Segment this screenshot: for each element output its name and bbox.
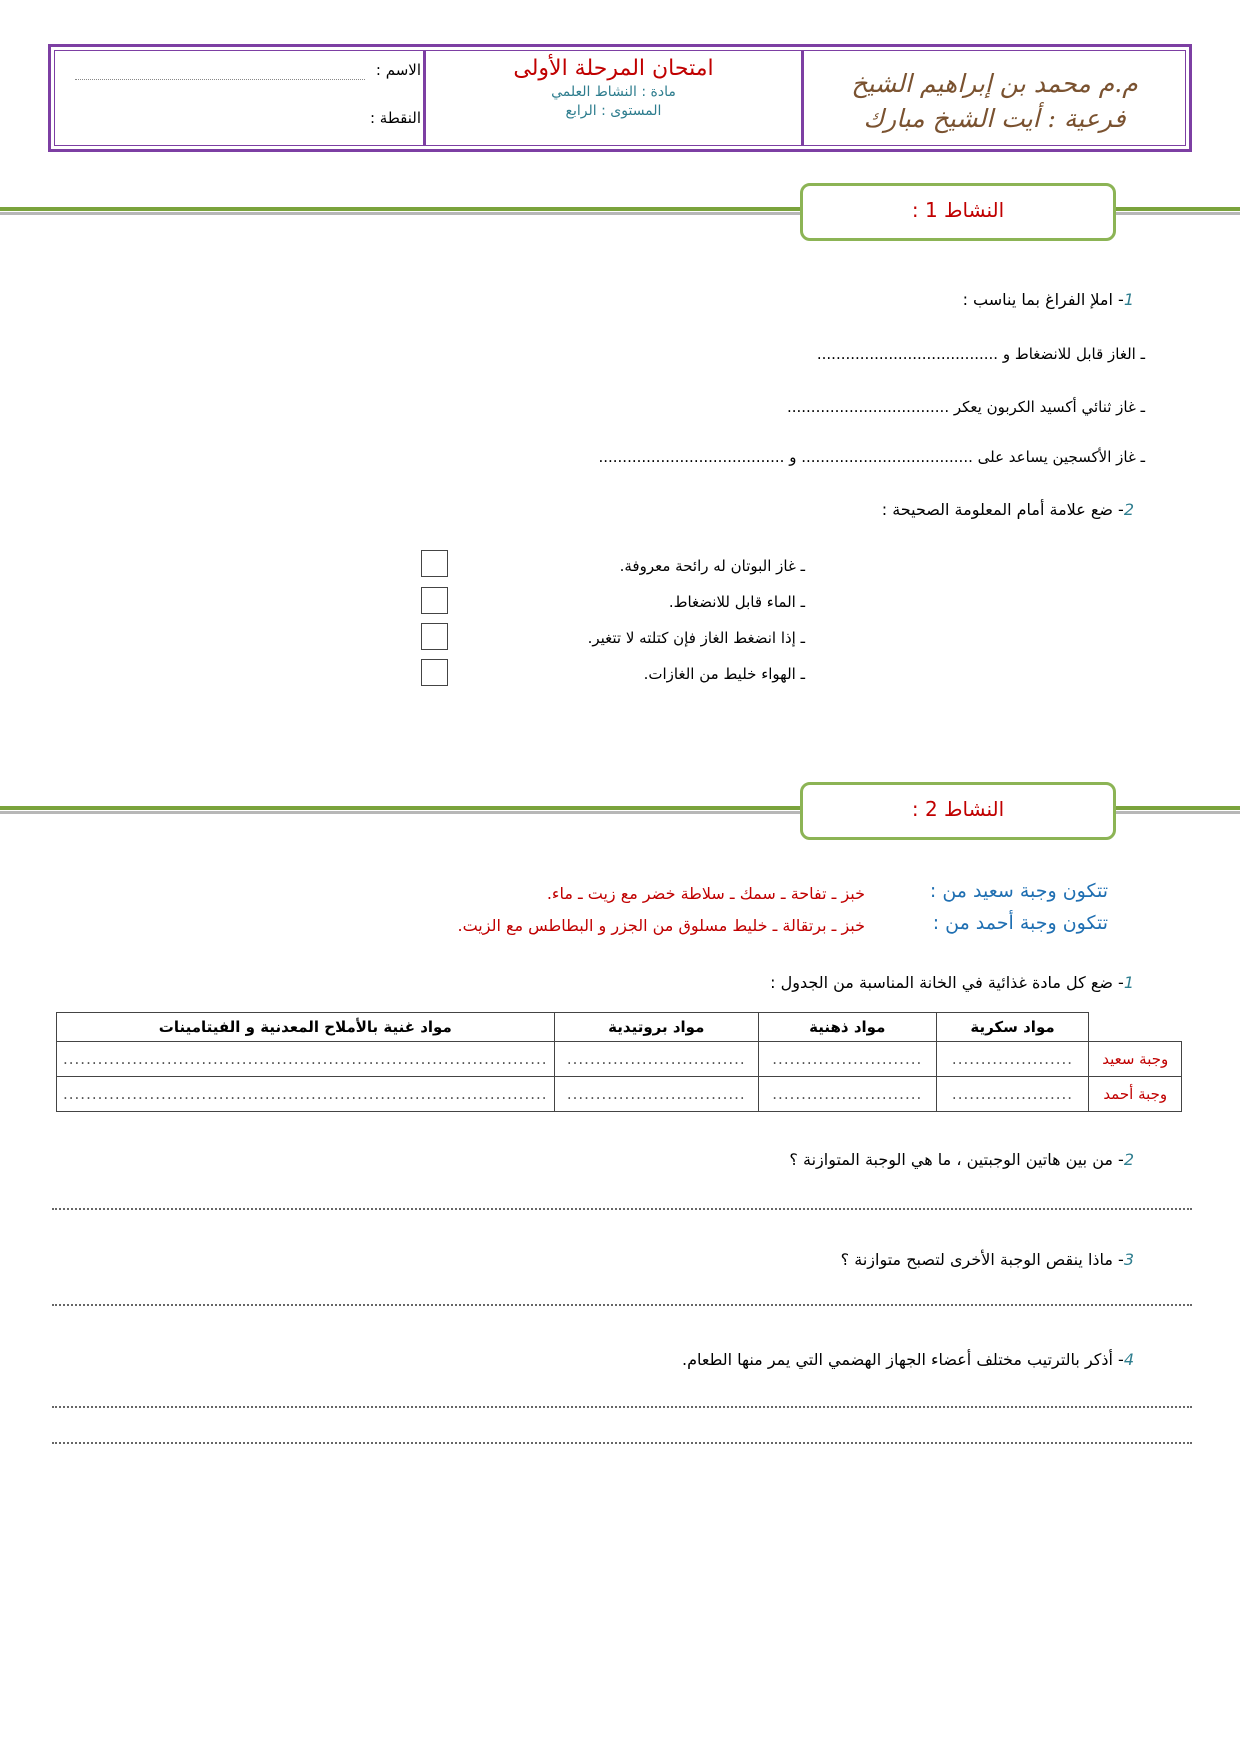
school-name: م.م محمد بن إبراهيم الشيخ — [851, 69, 1138, 98]
school-info — [804, 51, 1185, 145]
s1-q2-num: 2 — [1123, 500, 1134, 519]
student-info — [55, 51, 431, 145]
checkbox-3[interactable] — [421, 623, 448, 650]
statement-1: ـ غاز البوتان له رائحة معروفة. — [619, 557, 805, 575]
statement-2: ـ الماء قابل للانضغاط. — [668, 593, 805, 611]
table-cell[interactable]: .......................... — [759, 1077, 937, 1112]
name-field[interactable] — [75, 59, 365, 80]
row-label: وجبة أحمد — [1089, 1077, 1182, 1112]
section1-title-box — [800, 183, 1116, 241]
answer-line-q4a[interactable] — [52, 1404, 1192, 1408]
s2-q1-num: 1 — [1123, 973, 1134, 992]
section2-title-box — [800, 782, 1116, 840]
exam-title: امتحان المرحلة الأولى — [513, 56, 714, 81]
table-header-row — [57, 1013, 1182, 1042]
fill-line-1[interactable]: ـ الغاز قابل للانضغاط و ...................................... — [816, 345, 1145, 363]
table-header: مواد غنية بالأملاح المعدنية و الفيتامينات — [57, 1013, 555, 1042]
answer-line-q3[interactable] — [52, 1302, 1192, 1306]
statement-4: ـ الهواء خليط من الغازات. — [643, 665, 805, 683]
exam-info — [423, 51, 804, 145]
header-inner — [54, 50, 1186, 146]
header-box — [48, 44, 1192, 152]
table-cell[interactable]: .......................... — [759, 1042, 937, 1077]
table-header: مواد ذهنية — [759, 1013, 937, 1042]
table-row — [57, 1042, 1182, 1077]
meal1-label: تتكون وجبة سعيد من : — [929, 880, 1108, 902]
s1-q2 — [882, 500, 1134, 519]
meal1-items: خبز ـ تفاحة ـ سمك ـ سلاطة خضر مع زيت ـ ماء. — [546, 884, 865, 903]
s2-q3-num: 3 — [1123, 1250, 1134, 1269]
food-table — [56, 1012, 1182, 1112]
table-cell[interactable]: ............................... — [554, 1077, 759, 1112]
s2-q1 — [770, 973, 1134, 992]
section1-title: النشاط 1 : — [911, 198, 1005, 222]
s2-q4-text: - أذكر بالترتيب مختلف أعضاء الجهاز الهضمي التي يمر منها الطعام. — [681, 1350, 1124, 1369]
s1-q1-text: - املإ الفراغ بما يناسب : — [962, 290, 1124, 309]
meal2-label: تتكون وجبة أحمد من : — [932, 912, 1108, 934]
s1-q1 — [963, 290, 1134, 309]
table-header: مواد سكرية — [936, 1013, 1089, 1042]
row-label: وجبة سعيد — [1089, 1042, 1182, 1077]
school-branch: فرعية : أيت الشيخ مبارك — [863, 104, 1126, 133]
checkbox-4[interactable] — [421, 659, 448, 686]
s2-q2 — [789, 1150, 1134, 1169]
s2-q4-num: 4 — [1123, 1350, 1134, 1369]
table-cell[interactable]: .................................................................................... — [57, 1042, 555, 1077]
s1-q2-text: - ضع علامة أمام المعلومة الصحيحة : — [881, 500, 1124, 519]
name-label: الاسم : — [375, 61, 421, 79]
answer-line-q4b[interactable] — [52, 1440, 1192, 1444]
table-cell[interactable]: ..................... — [936, 1042, 1089, 1077]
table-cell[interactable]: ..................... — [936, 1077, 1089, 1112]
s2-q3 — [841, 1250, 1134, 1269]
table-row — [57, 1077, 1182, 1112]
section2-title: النشاط 2 : — [911, 797, 1005, 821]
s2-q4 — [682, 1350, 1134, 1369]
table-header: مواد بروتيدية — [554, 1013, 759, 1042]
exam-level: المستوى : الرابع — [565, 103, 662, 119]
meal2-items: خبز ـ برتقالة ـ خليط مسلوق من الجزر و البطاطس مع الزيت. — [457, 916, 865, 935]
s2-q2-num: 2 — [1123, 1150, 1134, 1169]
table-header-corner — [1089, 1013, 1182, 1042]
grade-label: النقطة : — [369, 109, 421, 127]
s2-q2-text: - من بين هاتين الوجبتين ، ما هي الوجبة المتوازنة ؟ — [789, 1150, 1124, 1169]
fill-line-3[interactable]: ـ غاز الأكسجين يساعد على .................................... و ....................................... — [598, 448, 1145, 466]
fill-line-2[interactable]: ـ غاز ثنائي أكسيد الكربون يعكر .................................. — [786, 398, 1145, 416]
exam-subject: مادة : النشاط العلمي — [551, 84, 676, 100]
checkbox-2[interactable] — [421, 587, 448, 614]
s1-q1-num: 1 — [1123, 290, 1134, 309]
statement-3: ـ إذا انضغط الغاز فإن كتلته لا تتغير. — [587, 629, 805, 647]
table-cell[interactable]: ............................... — [554, 1042, 759, 1077]
s2-q3-text: - ماذا ينقص الوجبة الأخرى لتصبح متوازنة ؟ — [840, 1250, 1124, 1269]
table-cell[interactable]: .................................................................................... — [57, 1077, 555, 1112]
answer-line-q2[interactable] — [52, 1206, 1192, 1210]
s2-q1-text: - ضع كل مادة غذائية في الخانة المناسبة من الجدول : — [770, 973, 1124, 992]
checkbox-1[interactable] — [421, 550, 448, 577]
